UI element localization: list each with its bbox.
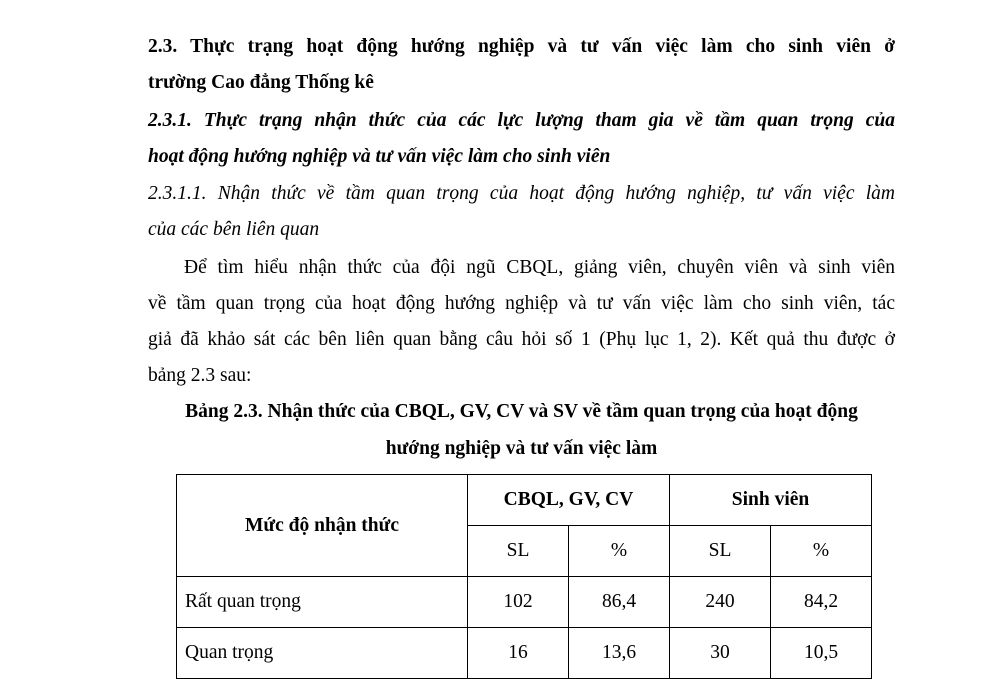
table-caption-cont: hướng nghiệp và tư vấn việc làm	[385, 438, 658, 459]
row-label: Quan trọng	[177, 628, 468, 679]
cell: 102	[468, 577, 569, 628]
row-label: Rất quan trọng	[177, 577, 468, 628]
paragraph-line: Để tìm hiểu nhận thức của đội ngũ CBQL, giảng viên, chuyên viên và sinh viên	[184, 257, 895, 278]
paragraph-line: về tầm quan trọng của hoạt động hướng nghiệp và tư vấn việc làm cho sinh viên, tác	[148, 293, 895, 314]
header-group-staff: CBQL, GV, CV	[468, 475, 670, 526]
cell: 240	[670, 577, 771, 628]
cell: 13,6	[569, 628, 670, 679]
subsubsection-heading-cont: của các bên liên quan	[148, 219, 320, 240]
section-heading: 2.3. Thực trạng hoạt động hướng nghiệp và tư vấn việc làm cho sinh viên ở	[148, 36, 895, 57]
header-group-students: Sinh viên	[670, 475, 872, 526]
subsection-heading: 2.3.1. Thực trạng nhận thức của các lực lượng tham gia về tầm quan trọng của	[148, 110, 895, 131]
cell: 16	[468, 628, 569, 679]
table-caption: Bảng 2.3. Nhận thức của CBQL, GV, CV và SV về tầm quan trọng của hoạt động	[185, 401, 858, 422]
paragraph-line: giả đã khảo sát các bên liên quan bằng câu hỏi số 1 (Phụ lục 1, 2). Kết quả thu được ở	[148, 329, 895, 350]
subsubsection-heading: 2.3.1.1. Nhận thức về tầm quan trọng của hoạt động hướng nghiệp, tư vấn việc làm	[148, 183, 895, 204]
awareness-table	[176, 474, 872, 679]
paragraph-line: bảng 2.3 sau:	[148, 365, 252, 386]
section-heading-cont: trường Cao đẳng Thống kê	[148, 72, 374, 93]
subheader: SL	[468, 526, 569, 577]
subheader: SL	[670, 526, 771, 577]
header-level: Mức độ nhận thức	[177, 475, 468, 577]
table-row	[177, 577, 872, 628]
cell: 84,2	[771, 577, 872, 628]
subsection-heading-cont: hoạt động hướng nghiệp và tư vấn việc làm cho sinh viên	[148, 146, 611, 167]
cell: 10,5	[771, 628, 872, 679]
subheader: %	[771, 526, 872, 577]
table-row	[177, 628, 872, 679]
cell: 30	[670, 628, 771, 679]
subheader: %	[569, 526, 670, 577]
cell: 86,4	[569, 577, 670, 628]
